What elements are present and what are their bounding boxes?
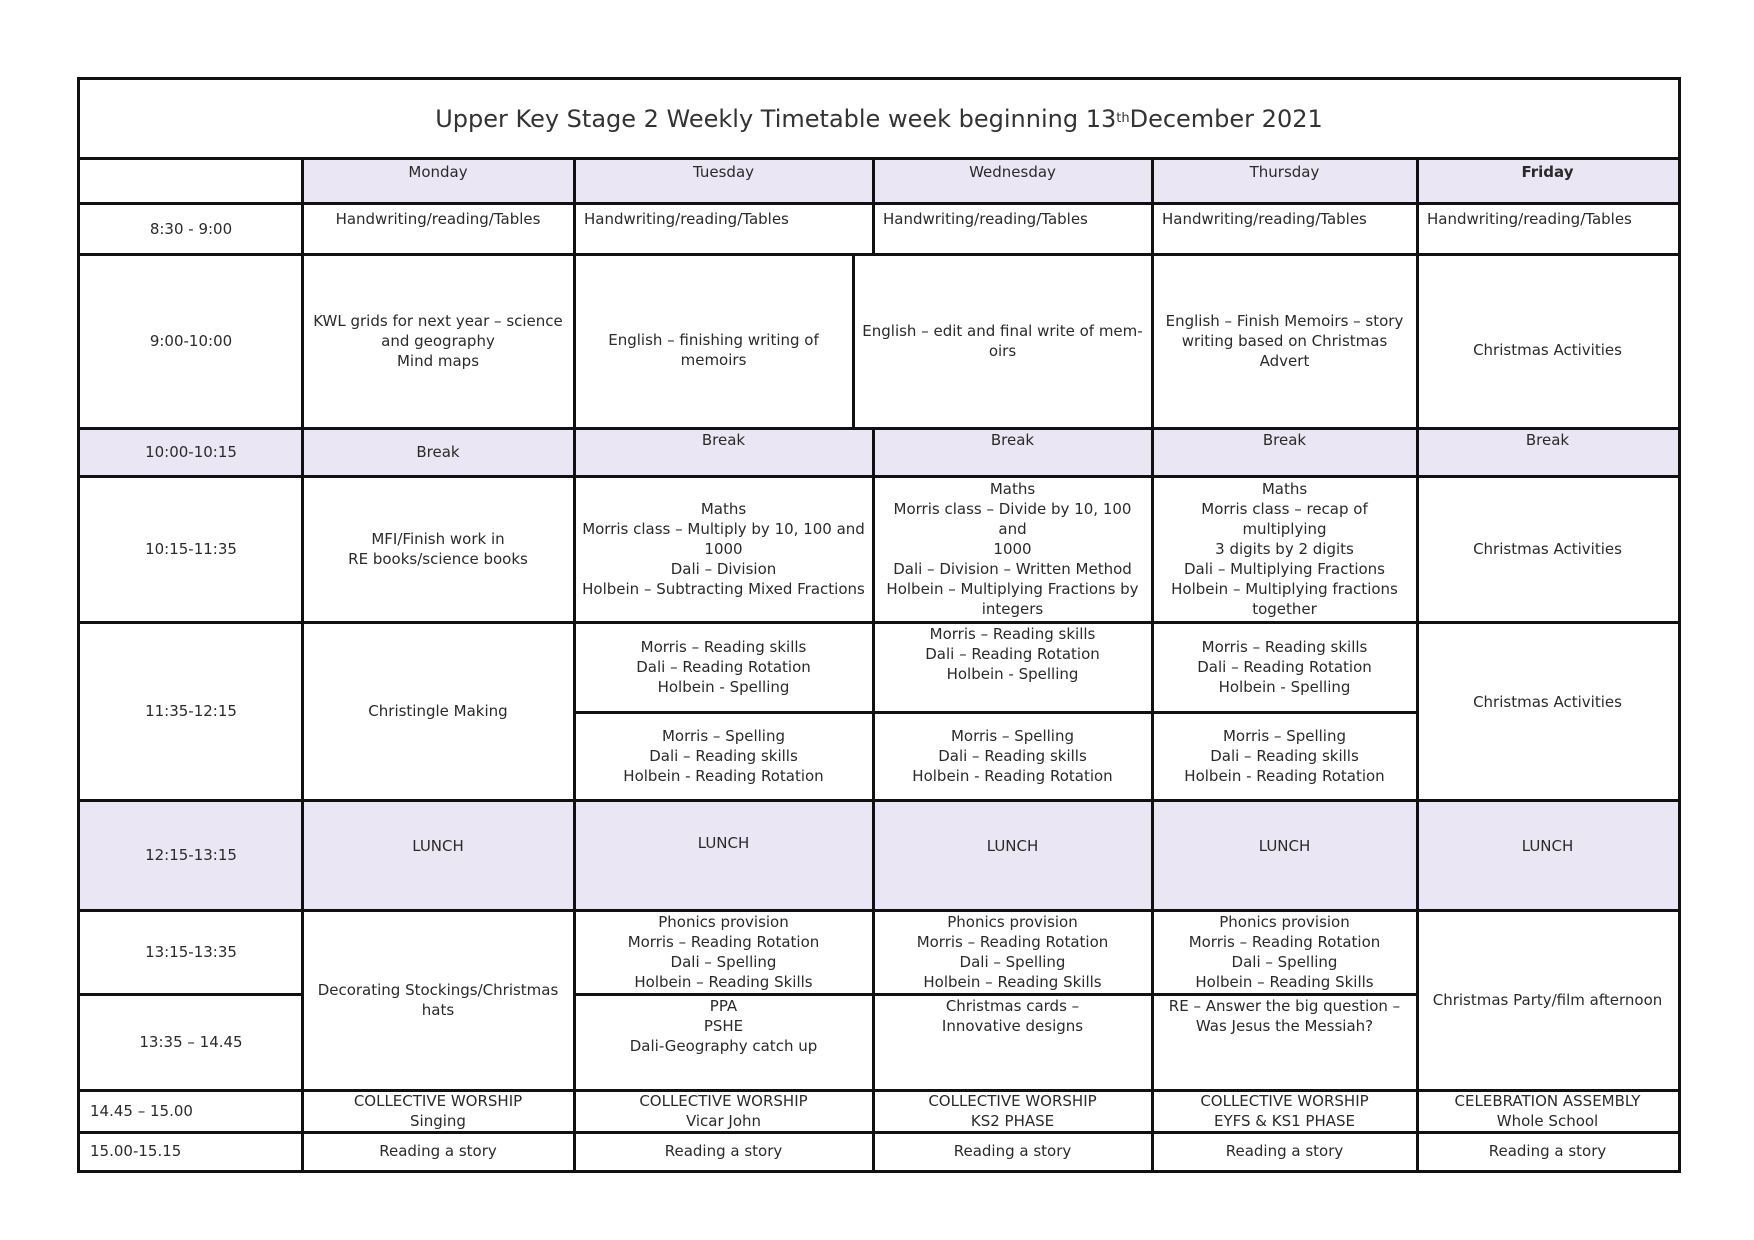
slot-friday-r1: Handwriting/reading/Tables	[1427, 210, 1632, 228]
cell-line: Dali – Reading Rotation	[636, 658, 811, 676]
cell-line: Holbein - Reading Rotation	[1184, 767, 1385, 785]
slot-wednesday-r5b	[873, 712, 1152, 800]
grid-line	[80, 1131, 1678, 1134]
cell-line: EYFS & KS1 PHASE	[1213, 1112, 1355, 1130]
slot-friday-r9	[1417, 1090, 1678, 1132]
cell-line: oirs	[988, 342, 1017, 360]
cell-line: Holbein - Spelling	[1218, 678, 1351, 696]
cell-line: Morris class – Multiply by 10, 100 and	[582, 520, 865, 538]
cell-line: Mind maps	[396, 352, 480, 370]
grid-line	[80, 202, 1678, 205]
timetable-title	[80, 80, 1678, 160]
slot-monday-r6: LUNCH	[302, 800, 574, 910]
cell-line: COLLECTIVE WORSHIP	[639, 1092, 808, 1110]
time-label: 8:30 - 9:00	[149, 219, 233, 238]
cell-line: Holbein – Subtracting Mixed Fractions	[582, 580, 865, 598]
cell-line: 1000	[704, 540, 743, 558]
slot-thursday-r3: Break	[1152, 428, 1417, 476]
slot-monday-r9	[302, 1090, 574, 1132]
cell-line: Dali-Geography catch up	[629, 1037, 818, 1055]
title-main: Upper Key Stage 2 Weekly Timetable week beginning 13	[435, 104, 1117, 133]
title-rest: December 2021	[1129, 104, 1323, 133]
cell-line: Morris – Reading skills	[1201, 638, 1368, 656]
cell-line: Holbein – Multiplying fractions	[1171, 580, 1398, 598]
cell-line: Morris – Spelling	[950, 727, 1074, 745]
slot-wednesday-r10: Reading a story	[953, 1142, 1072, 1160]
slot-monday-r3: Break	[302, 428, 574, 476]
slot-wednesday-r1: Handwriting/reading/Tables	[883, 210, 1088, 228]
slot-monday-r5: Christingle Making	[368, 702, 508, 720]
time-label: 10:00-10:15	[80, 428, 302, 476]
day-header-wednesday: Wednesday	[873, 160, 1152, 203]
slot-friday-r10: Reading a story	[1488, 1142, 1607, 1160]
cell-line: Morris – Reading Rotation	[627, 933, 820, 951]
slot-tuesday-r9	[574, 1090, 873, 1132]
day-header-monday: Monday	[302, 160, 574, 203]
timetable	[77, 77, 1681, 1173]
grid-line	[80, 621, 1678, 624]
cell-line: Morris class – Divide by 10, 100 and	[893, 500, 1132, 538]
time-label: 14.45 – 15.00	[90, 1102, 193, 1120]
cell-line: Phonics provision	[1219, 913, 1350, 931]
slot-tuesday-r8	[574, 994, 873, 1090]
grid-line	[1416, 160, 1419, 1170]
day-header-friday: Friday	[1417, 160, 1678, 203]
slot-monday-r4	[302, 476, 574, 622]
grid-line	[80, 253, 1678, 256]
cell-line: Morris class – recap of multiplying	[1201, 500, 1368, 538]
cell-line: Maths	[989, 480, 1036, 498]
cell-line: KS2 PHASE	[970, 1112, 1055, 1130]
cell-line: and geography	[381, 332, 495, 350]
day-header-thursday: Thursday	[1152, 160, 1417, 203]
slot-friday-r5: Christmas Activities	[1473, 693, 1622, 711]
cell-line: Dali – Division – Written Method	[893, 560, 1132, 578]
cell-line: Dali – Reading Rotation	[925, 645, 1100, 663]
cell-line: Morris – Reading skills	[640, 638, 807, 656]
cell-line: Morris – Reading skills	[929, 625, 1096, 643]
grid-line	[872, 160, 875, 254]
cell-line: COLLECTIVE WORSHIP	[1200, 1092, 1369, 1110]
cell-line: Vicar John	[685, 1112, 762, 1130]
cell-line: Dali – Spelling	[670, 953, 777, 971]
cell-line: Morris – Reading Rotation	[1188, 933, 1381, 951]
cell-line: Christmas cards –	[945, 997, 1080, 1015]
cell-line: English – edit and final write of mem-	[862, 322, 1143, 340]
cell-line: Maths	[1261, 480, 1308, 498]
grid-line	[301, 160, 304, 1170]
cell-line: Dali – Spelling	[959, 953, 1066, 971]
cell-line: 1000	[993, 540, 1032, 558]
cell-line: Holbein – Multiplying Fractions by	[886, 580, 1139, 598]
cell-line: Morris – Reading Rotation	[916, 933, 1109, 951]
grid-line	[573, 160, 576, 1170]
cell-line: Dali – Reading skills	[1210, 747, 1359, 765]
cell-line: writing based on Christmas Advert	[1181, 332, 1388, 370]
slot-wednesday-r7	[873, 910, 1152, 994]
cell-line: PPA	[709, 997, 738, 1015]
slot-monday-r78	[302, 910, 574, 1090]
day-header-tuesday: Tuesday	[574, 160, 873, 203]
slot-monday-r1: Handwriting/reading/Tables	[335, 210, 541, 228]
title-sup: th	[1116, 111, 1130, 126]
slot-thursday-r5b	[1152, 712, 1417, 800]
slot-friday-r4: Christmas Activities	[1473, 540, 1622, 558]
cell-line: Holbein - Reading Rotation	[623, 767, 824, 785]
cell-line: Dali – Division	[670, 560, 777, 578]
time-label: 10:15-11:35	[145, 540, 237, 558]
cell-line: Holbein – Reading Skills	[634, 973, 813, 991]
cell-line: Dali – Reading skills	[938, 747, 1087, 765]
slot-thursday-r9	[1152, 1090, 1417, 1132]
slot-tuesday-r2: English – finishing writing of memoirs	[608, 331, 819, 369]
slot-wednesday-r4	[873, 476, 1152, 622]
slot-tuesday-r4	[574, 476, 873, 622]
cell-line: RE – Answer the big question –	[1168, 997, 1401, 1015]
cell-line: Decorating Stockings/Christmas	[317, 981, 559, 999]
slot-friday-r3: Break	[1417, 428, 1678, 476]
slot-thursday-r10: Reading a story	[1225, 1142, 1344, 1160]
slot-thursday-r4	[1152, 476, 1417, 622]
slot-monday-r10: Reading a story	[379, 1142, 497, 1160]
slot-thursday-r6: LUNCH	[1152, 800, 1417, 910]
grid-line	[80, 475, 1678, 478]
grid-line	[80, 427, 1678, 430]
cell-line: hats	[421, 1001, 455, 1019]
slot-monday-r2	[302, 254, 574, 428]
slot-tuesday-r6: LUNCH	[574, 800, 873, 910]
cell-line: Holbein – Reading Skills	[1195, 973, 1374, 991]
time-label: 12:15-13:15	[80, 800, 302, 910]
slot-wednesday-r2	[853, 254, 1152, 428]
cell-line: Phonics provision	[658, 913, 789, 931]
slot-wednesday-r3: Break	[873, 428, 1152, 476]
slot-wednesday-r8	[873, 994, 1152, 1090]
time-label: 13:35 – 14.45	[139, 1033, 243, 1051]
cell-line: Dali – Reading Rotation	[1197, 658, 1372, 676]
slot-tuesday-r10: Reading a story	[664, 1142, 783, 1160]
time-label: 15.00-15.15	[90, 1142, 182, 1160]
cell-line: RE books/science books	[348, 550, 528, 568]
slot-tuesday-r7	[574, 910, 873, 994]
slot-tuesday-r5a	[574, 622, 873, 712]
grid-line	[80, 909, 1678, 912]
cell-line: MFI/Finish work in	[371, 530, 505, 548]
cell-line: Morris – Spelling	[1222, 727, 1346, 745]
cell-line: Holbein - Spelling	[657, 678, 790, 696]
slot-wednesday-r5a	[873, 622, 1152, 712]
slot-thursday-r2	[1152, 254, 1417, 428]
grid-line	[80, 799, 1678, 802]
slot-friday-r78: Christmas Party/film afternoon	[1432, 991, 1663, 1009]
cell-line: together	[1252, 600, 1317, 618]
cell-line: Was Jesus the Messiah?	[1195, 1017, 1374, 1035]
cell-line: COLLECTIVE WORSHIP	[353, 1092, 523, 1110]
cell-line: Dali – Spelling	[1231, 953, 1338, 971]
grid-line	[872, 428, 875, 1170]
cell-line: KWL grids for next year – science	[313, 312, 563, 330]
slot-thursday-r5a	[1152, 622, 1417, 712]
cell-line: Phonics provision	[947, 913, 1078, 931]
grid-line	[574, 711, 1417, 714]
slot-friday-r6: LUNCH	[1417, 800, 1678, 910]
cell-line: PSHE	[703, 1017, 744, 1035]
cell-line: Innovative designs	[941, 1017, 1084, 1035]
grid-line	[80, 993, 302, 996]
cell-line: Morris – Spelling	[661, 727, 785, 745]
cell-line: Whole School	[1496, 1112, 1599, 1130]
slot-thursday-r8	[1152, 994, 1417, 1090]
cell-line: Holbein - Spelling	[946, 665, 1079, 683]
cell-line: Dali – Reading skills	[649, 747, 798, 765]
grid-line	[80, 1089, 1678, 1092]
cell-line: Dali – Multiplying Fractions	[1184, 560, 1385, 578]
grid-line	[1151, 160, 1154, 1170]
cell-line: Maths	[700, 500, 747, 518]
cell-line: CELEBRATION ASSEMBLY	[1454, 1092, 1641, 1110]
slot-thursday-r7	[1152, 910, 1417, 994]
cell-line: Singing	[410, 1112, 466, 1130]
slot-friday-r2: Christmas Activities	[1473, 341, 1622, 359]
cell-line: integers	[981, 600, 1044, 618]
cell-line: 3 digits by 2 digits	[1215, 540, 1354, 558]
cell-line: Holbein - Reading Rotation	[912, 767, 1113, 785]
cell-line: Holbein – Reading Skills	[923, 973, 1102, 991]
grid-line	[574, 993, 1417, 996]
slot-thursday-r1: Handwriting/reading/Tables	[1162, 210, 1367, 228]
slot-tuesday-r5b	[574, 712, 873, 800]
slot-wednesday-r6: LUNCH	[873, 800, 1152, 910]
cell-line: English – Finish Memoirs – story	[1165, 312, 1404, 330]
time-label: 9:00-10:00	[149, 332, 233, 350]
slot-wednesday-r9	[873, 1090, 1152, 1132]
grid-line	[852, 254, 855, 428]
slot-tuesday-r1: Handwriting/reading/Tables	[584, 210, 789, 228]
slot-tuesday-r3: Break	[574, 428, 873, 476]
time-label: 13:15-13:35	[145, 943, 237, 961]
time-label: 11:35-12:15	[145, 702, 237, 720]
cell-line: COLLECTIVE WORSHIP	[928, 1092, 1097, 1110]
